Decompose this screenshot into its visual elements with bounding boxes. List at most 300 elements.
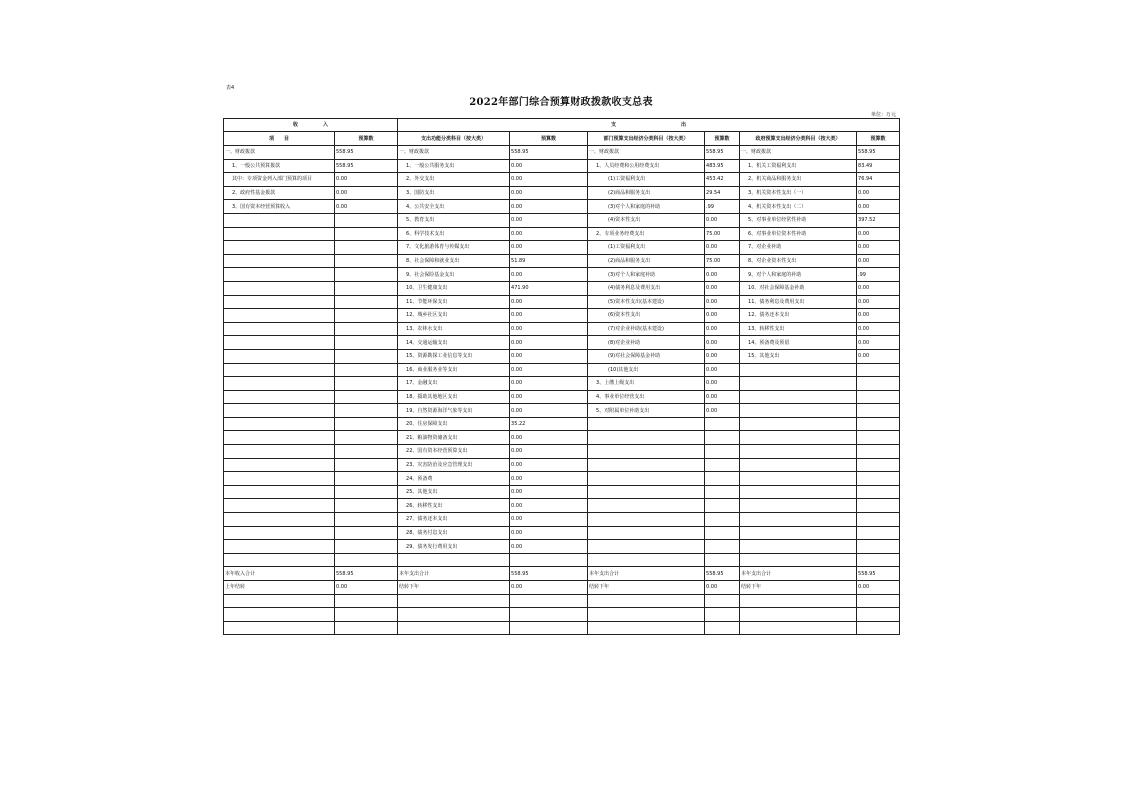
cell-function-amount: 558.95 bbox=[510, 146, 588, 160]
cell-income-item bbox=[224, 431, 335, 445]
cell-income-amount bbox=[335, 295, 398, 309]
cell-dept-econ-category bbox=[588, 540, 705, 554]
cell-gov-econ-category: 1、机关工资福利支出 bbox=[740, 159, 857, 173]
cell-function-amount: 0.00 bbox=[510, 336, 588, 350]
table-row bbox=[224, 540, 900, 554]
cell-income-item bbox=[224, 404, 335, 418]
cell-income-item bbox=[224, 472, 335, 486]
cell-gov-econ-amount bbox=[857, 363, 900, 377]
cell-gov-econ-amount bbox=[857, 499, 900, 513]
cell-function-category: 25、其他支出 bbox=[398, 485, 510, 499]
cell-gov-econ-category: 9、对个人和家庭的补助 bbox=[740, 268, 857, 282]
cell-function-amount: 0.00 bbox=[510, 390, 588, 404]
cell-gov-econ-amount bbox=[857, 472, 900, 486]
cell-function-category bbox=[398, 594, 510, 608]
cell-function-amount: 51.89 bbox=[510, 254, 588, 268]
cell-dept-econ-category: (1)工资福利支出 bbox=[588, 173, 705, 187]
cell-gov-econ-amount bbox=[857, 445, 900, 459]
cell-gov-econ-category: 7、对企业补助 bbox=[740, 241, 857, 255]
cell-function-category: 15、资源勘探工业信息等支出 bbox=[398, 349, 510, 363]
cell-gov-econ-amount: 0.00 bbox=[857, 295, 900, 309]
unit-label: 单位：万元 bbox=[870, 112, 896, 118]
cell-income-item bbox=[224, 390, 335, 404]
table-row bbox=[224, 363, 900, 377]
cell-income-item: 一、财政拨款 bbox=[224, 146, 335, 160]
cell-income-amount bbox=[335, 322, 398, 336]
cell-function-category: 一、财政拨款 bbox=[398, 146, 510, 160]
cell-dept-econ-category: (8)对企业补助 bbox=[588, 336, 705, 350]
cell-dept-econ-amount bbox=[705, 431, 740, 445]
cell-gov-econ-category: 4、机关资本性支出（二） bbox=[740, 200, 857, 214]
cell-gov-econ-amount: 558.95 bbox=[857, 146, 900, 160]
cell-dept-econ-amount bbox=[705, 621, 740, 635]
cell-income-amount: 0.00 bbox=[335, 173, 398, 187]
cell-function-amount: 0.00 bbox=[510, 404, 588, 418]
cell-gov-econ-category: 结转下年 bbox=[740, 581, 857, 595]
cell-income-item bbox=[224, 281, 335, 295]
cell-gov-econ-amount: 0.00 bbox=[857, 309, 900, 323]
cell-function-amount: 0.00 bbox=[510, 322, 588, 336]
cell-dept-econ-category bbox=[588, 499, 705, 513]
cell-function-amount: 0.00 bbox=[510, 431, 588, 445]
cell-income-item bbox=[224, 227, 335, 241]
cell-dept-econ-category: 结转下年 bbox=[588, 581, 705, 595]
cell-gov-econ-category bbox=[740, 431, 857, 445]
cell-function-amount: 0.00 bbox=[510, 499, 588, 513]
table-row bbox=[224, 322, 900, 336]
cell-function-amount: 0.00 bbox=[510, 485, 588, 499]
cell-dept-econ-amount: 0.00 bbox=[705, 295, 740, 309]
cell-income-amount bbox=[335, 349, 398, 363]
page-title: 2022年部门综合预算财政拨款收支总表 bbox=[469, 97, 653, 108]
cell-income-amount bbox=[335, 513, 398, 527]
cell-income-amount bbox=[335, 540, 398, 554]
cell-income-amount bbox=[335, 281, 398, 295]
table-row bbox=[224, 485, 900, 499]
cell-income-item: 3、国有资本经营预算收入 bbox=[224, 200, 335, 214]
cell-function-amount: 0.00 bbox=[510, 349, 588, 363]
cell-function-amount: 0.00 bbox=[510, 295, 588, 309]
cell-income-amount bbox=[335, 227, 398, 241]
cell-dept-econ-amount: 558.95 bbox=[705, 567, 740, 581]
cell-dept-econ-category bbox=[588, 594, 705, 608]
col-header-dept-econ-amount: 预算数 bbox=[705, 132, 740, 146]
cell-gov-econ-category bbox=[740, 485, 857, 499]
cell-income-item bbox=[224, 513, 335, 527]
cell-income-amount: 0.00 bbox=[335, 200, 398, 214]
cell-income-amount bbox=[335, 608, 398, 622]
cell-income-item bbox=[224, 485, 335, 499]
cell-gov-econ-amount: 0.00 bbox=[857, 254, 900, 268]
cell-gov-econ-amount bbox=[857, 526, 900, 540]
cell-dept-econ-amount: 0.00 bbox=[705, 404, 740, 418]
cell-gov-econ-amount bbox=[857, 553, 900, 567]
cell-function-amount: 0.00 bbox=[510, 159, 588, 173]
cell-dept-econ-category: (3)对个人和家庭的补助 bbox=[588, 200, 705, 214]
table-row bbox=[224, 281, 900, 295]
cell-dept-econ-category: 4、事业单位经营支出 bbox=[588, 390, 705, 404]
table-row bbox=[224, 336, 900, 350]
cell-function-amount: 0.00 bbox=[510, 200, 588, 214]
cell-income-amount bbox=[335, 485, 398, 499]
cell-income-item bbox=[224, 254, 335, 268]
cell-function-category: 11、节能环保支出 bbox=[398, 295, 510, 309]
cell-gov-econ-category: 8、对企业资本性支出 bbox=[740, 254, 857, 268]
cell-function-amount bbox=[510, 594, 588, 608]
cell-income-item bbox=[224, 445, 335, 459]
cell-dept-econ-amount: 0.00 bbox=[705, 377, 740, 391]
cell-income-amount bbox=[335, 254, 398, 268]
cell-gov-econ-category: 13、转移性支出 bbox=[740, 322, 857, 336]
cell-income-amount bbox=[335, 377, 398, 391]
cell-dept-econ-amount bbox=[705, 499, 740, 513]
cell-dept-econ-category bbox=[588, 553, 705, 567]
cell-dept-econ-category bbox=[588, 445, 705, 459]
col-header-gov-econ-amount: 预算数 bbox=[857, 132, 900, 146]
table-row bbox=[224, 200, 900, 214]
table-row bbox=[224, 417, 900, 431]
cell-income-amount bbox=[335, 499, 398, 513]
cell-gov-econ-amount: 0.00 bbox=[857, 186, 900, 200]
cell-dept-econ-amount: 0.00 bbox=[705, 322, 740, 336]
cell-function-amount: 0.00 bbox=[510, 186, 588, 200]
cell-gov-econ-category: 15、其他支出 bbox=[740, 349, 857, 363]
cell-gov-econ-category bbox=[740, 526, 857, 540]
cell-gov-econ-category bbox=[740, 499, 857, 513]
cell-dept-econ-category bbox=[588, 608, 705, 622]
cell-income-item bbox=[224, 417, 335, 431]
cell-income-amount bbox=[335, 363, 398, 377]
col-header-income-amount: 预算数 bbox=[335, 132, 398, 146]
cell-function-amount: 471.90 bbox=[510, 281, 588, 295]
cell-dept-econ-amount bbox=[705, 417, 740, 431]
cell-income-item bbox=[224, 540, 335, 554]
cell-gov-econ-category: 6、对事业单位资本性补助 bbox=[740, 227, 857, 241]
cell-gov-econ-amount: 0.00 bbox=[857, 349, 900, 363]
cell-income-amount: 0.00 bbox=[335, 581, 398, 595]
cell-function-category: 1、一般公共服务支出 bbox=[398, 159, 510, 173]
table-row bbox=[224, 431, 900, 445]
cell-function-amount: 0.00 bbox=[510, 173, 588, 187]
cell-function-category: 12、城乡社区支出 bbox=[398, 309, 510, 323]
cell-function-amount bbox=[510, 553, 588, 567]
cell-function-amount bbox=[510, 621, 588, 635]
cell-dept-econ-category bbox=[588, 485, 705, 499]
cell-dept-econ-category: (5)资本性支出(基本建设) bbox=[588, 295, 705, 309]
table-number-label: 表4 bbox=[226, 85, 235, 91]
cell-income-item bbox=[224, 458, 335, 472]
cell-gov-econ-category bbox=[740, 458, 857, 472]
table-row bbox=[224, 146, 900, 160]
cell-dept-econ-amount bbox=[705, 472, 740, 486]
cell-gov-econ-category: 11、债务利息及费用支出 bbox=[740, 295, 857, 309]
cell-income-item bbox=[224, 553, 335, 567]
cell-gov-econ-amount: 397.52 bbox=[857, 213, 900, 227]
table-row bbox=[224, 377, 900, 391]
cell-dept-econ-category bbox=[588, 472, 705, 486]
table-row bbox=[224, 499, 900, 513]
cell-gov-econ-amount: .99 bbox=[857, 268, 900, 282]
cell-income-item bbox=[224, 349, 335, 363]
cell-gov-econ-amount: 83.49 bbox=[857, 159, 900, 173]
cell-dept-econ-amount: 0.00 bbox=[705, 309, 740, 323]
col-header-function-category: 支出功能分类科目（按大类） bbox=[398, 132, 510, 146]
cell-income-item bbox=[224, 608, 335, 622]
cell-dept-econ-category: 一、财政拨款 bbox=[588, 146, 705, 160]
cell-income-amount: 558.95 bbox=[335, 159, 398, 173]
table-row bbox=[224, 458, 900, 472]
cell-gov-econ-amount: 76.94 bbox=[857, 173, 900, 187]
cell-gov-econ-category: 本年支出合计 bbox=[740, 567, 857, 581]
cell-gov-econ-amount: 0.00 bbox=[857, 336, 900, 350]
cell-gov-econ-category bbox=[740, 540, 857, 554]
cell-gov-econ-amount bbox=[857, 377, 900, 391]
cell-function-category: 17、金融支出 bbox=[398, 377, 510, 391]
cell-dept-econ-category: 2、专项业务经费支出 bbox=[588, 227, 705, 241]
cell-dept-econ-category: (2)商品和服务支出 bbox=[588, 186, 705, 200]
col-header-dept-econ-category: 部门预算支出经济分类科目（按大类） bbox=[588, 132, 705, 146]
cell-income-amount bbox=[335, 526, 398, 540]
cell-function-category: 8、社会保障和就业支出 bbox=[398, 254, 510, 268]
table-row bbox=[224, 553, 900, 567]
cell-dept-econ-amount: .99 bbox=[705, 200, 740, 214]
cell-gov-econ-category bbox=[740, 404, 857, 418]
cell-function-amount: 0.00 bbox=[510, 213, 588, 227]
table-row bbox=[224, 268, 900, 282]
table-row bbox=[224, 567, 900, 581]
table-row bbox=[224, 309, 900, 323]
table-row bbox=[224, 594, 900, 608]
cell-dept-econ-amount: 0.00 bbox=[705, 213, 740, 227]
cell-function-category: 28、债务付息支出 bbox=[398, 526, 510, 540]
cell-function-category: 10、卫生健康支出 bbox=[398, 281, 510, 295]
table-body bbox=[224, 146, 900, 635]
table-row bbox=[224, 445, 900, 459]
cell-dept-econ-amount: 0.00 bbox=[705, 241, 740, 255]
cell-function-category: 3、国防支出 bbox=[398, 186, 510, 200]
table-row bbox=[224, 390, 900, 404]
table-row bbox=[224, 186, 900, 200]
cell-gov-econ-category: 5、对事业单位经常性补助 bbox=[740, 213, 857, 227]
cell-function-category: 16、商业服务业等支出 bbox=[398, 363, 510, 377]
cell-function-category bbox=[398, 553, 510, 567]
cell-dept-econ-category: 5、对附属单位补助支出 bbox=[588, 404, 705, 418]
cell-dept-econ-amount bbox=[705, 540, 740, 554]
cell-gov-econ-amount bbox=[857, 608, 900, 622]
table-row bbox=[224, 404, 900, 418]
cell-gov-econ-amount: 0.00 bbox=[857, 227, 900, 241]
cell-function-category: 本年支出合计 bbox=[398, 567, 510, 581]
cell-function-category: 2、外交支出 bbox=[398, 173, 510, 187]
cell-gov-econ-amount bbox=[857, 485, 900, 499]
cell-gov-econ-category: 3、机关资本性支出（一） bbox=[740, 186, 857, 200]
cell-function-amount bbox=[510, 608, 588, 622]
cell-dept-econ-amount bbox=[705, 445, 740, 459]
table-row bbox=[224, 581, 900, 595]
cell-gov-econ-amount bbox=[857, 594, 900, 608]
cell-gov-econ-amount bbox=[857, 431, 900, 445]
cell-gov-econ-amount: 0.00 bbox=[857, 322, 900, 336]
cell-function-amount: 0.00 bbox=[510, 445, 588, 459]
cell-income-item bbox=[224, 295, 335, 309]
cell-function-amount: 0.00 bbox=[510, 526, 588, 540]
cell-dept-econ-category: (9)对社会保障基金补助 bbox=[588, 349, 705, 363]
cell-income-amount bbox=[335, 594, 398, 608]
group-header-row bbox=[224, 119, 900, 132]
cell-gov-econ-category: 2、机关商品和服务支出 bbox=[740, 173, 857, 187]
cell-income-amount bbox=[335, 621, 398, 635]
cell-dept-econ-amount: 0.00 bbox=[705, 349, 740, 363]
cell-function-amount: 0.00 bbox=[510, 540, 588, 554]
cell-dept-econ-amount: 483.95 bbox=[705, 159, 740, 173]
cell-gov-econ-amount: 0.00 bbox=[857, 581, 900, 595]
table-row bbox=[224, 254, 900, 268]
cell-dept-econ-amount: 558.95 bbox=[705, 146, 740, 160]
cell-function-category: 14、交通运输支出 bbox=[398, 336, 510, 350]
cell-dept-econ-category bbox=[588, 431, 705, 445]
cell-function-amount: 0.00 bbox=[510, 309, 588, 323]
cell-income-item: 其中：专项资金列入部门预算的项目 bbox=[224, 173, 335, 187]
cell-dept-econ-amount: 0.00 bbox=[705, 363, 740, 377]
expense-group-header: 支 出 bbox=[398, 119, 900, 132]
cell-income-amount bbox=[335, 309, 398, 323]
cell-gov-econ-amount: 0.00 bbox=[857, 241, 900, 255]
cell-gov-econ-amount bbox=[857, 621, 900, 635]
income-group-header: 收 入 bbox=[224, 119, 398, 132]
cell-income-item: 1、一般公共预算拨款 bbox=[224, 159, 335, 173]
cell-function-category: 结转下年 bbox=[398, 581, 510, 595]
col-header-gov-econ-category: 政府预算支出经济分类科目（按大类） bbox=[740, 132, 857, 146]
cell-gov-econ-category bbox=[740, 594, 857, 608]
table-row bbox=[224, 513, 900, 527]
cell-gov-econ-category bbox=[740, 472, 857, 486]
cell-dept-econ-amount bbox=[705, 526, 740, 540]
cell-gov-econ-amount: 0.00 bbox=[857, 281, 900, 295]
cell-dept-econ-amount: 29.54 bbox=[705, 186, 740, 200]
cell-function-amount: 0.00 bbox=[510, 581, 588, 595]
cell-income-amount bbox=[335, 458, 398, 472]
cell-function-category: 13、农林水支出 bbox=[398, 322, 510, 336]
cell-dept-econ-category: (4)资本性支出 bbox=[588, 213, 705, 227]
cell-function-category: 5、教育支出 bbox=[398, 213, 510, 227]
cell-function-category: 19、自然资源海洋气象等支出 bbox=[398, 404, 510, 418]
cell-gov-econ-amount bbox=[857, 513, 900, 527]
cell-income-item bbox=[224, 322, 335, 336]
cell-function-amount: 0.00 bbox=[510, 377, 588, 391]
cell-income-amount: 0.00 bbox=[335, 186, 398, 200]
cell-function-amount: 0.00 bbox=[510, 472, 588, 486]
cell-income-amount bbox=[335, 390, 398, 404]
cell-income-amount bbox=[335, 431, 398, 445]
cell-gov-econ-category bbox=[740, 608, 857, 622]
cell-function-category: 6、科学技术支出 bbox=[398, 227, 510, 241]
cell-gov-econ-amount bbox=[857, 390, 900, 404]
cell-dept-econ-category bbox=[588, 458, 705, 472]
cell-dept-econ-category bbox=[588, 513, 705, 527]
cell-function-category: 27、债务还本支出 bbox=[398, 513, 510, 527]
cell-income-item bbox=[224, 213, 335, 227]
cell-income-item bbox=[224, 241, 335, 255]
cell-dept-econ-amount: 453.42 bbox=[705, 173, 740, 187]
cell-income-item bbox=[224, 594, 335, 608]
col-header-income-item: 项 目 bbox=[224, 132, 335, 146]
cell-gov-econ-category: 10、对社会保障基金补助 bbox=[740, 281, 857, 295]
cell-function-category: 24、预备费 bbox=[398, 472, 510, 486]
table-row bbox=[224, 472, 900, 486]
cell-income-item bbox=[224, 336, 335, 350]
cell-dept-econ-category: 本年支出合计 bbox=[588, 567, 705, 581]
cell-income-amount bbox=[335, 404, 398, 418]
column-header-row bbox=[224, 132, 900, 146]
cell-function-category: 9、社会保险基金支出 bbox=[398, 268, 510, 282]
cell-function-category: 23、灾害防治及应急管理支出 bbox=[398, 458, 510, 472]
cell-dept-econ-amount: 75.00 bbox=[705, 227, 740, 241]
cell-gov-econ-amount bbox=[857, 417, 900, 431]
cell-function-amount: 0.00 bbox=[510, 227, 588, 241]
budget-summary-table bbox=[223, 118, 900, 635]
table-row bbox=[224, 608, 900, 622]
cell-dept-econ-amount bbox=[705, 594, 740, 608]
cell-income-amount: 558.95 bbox=[335, 567, 398, 581]
cell-dept-econ-category bbox=[588, 526, 705, 540]
cell-dept-econ-category: (2)商品和服务支出 bbox=[588, 254, 705, 268]
cell-function-amount: 0.00 bbox=[510, 241, 588, 255]
cell-gov-econ-amount bbox=[857, 458, 900, 472]
cell-income-amount bbox=[335, 553, 398, 567]
cell-gov-econ-category bbox=[740, 621, 857, 635]
table-row bbox=[224, 241, 900, 255]
cell-income-item bbox=[224, 377, 335, 391]
cell-income-item bbox=[224, 526, 335, 540]
cell-income-item bbox=[224, 363, 335, 377]
cell-gov-econ-category bbox=[740, 417, 857, 431]
table-row bbox=[224, 349, 900, 363]
cell-function-amount: 0.00 bbox=[510, 458, 588, 472]
cell-gov-econ-category bbox=[740, 363, 857, 377]
cell-gov-econ-category: 一、财政拨款 bbox=[740, 146, 857, 160]
cell-income-item bbox=[224, 499, 335, 513]
cell-income-amount bbox=[335, 445, 398, 459]
cell-gov-econ-amount: 558.95 bbox=[857, 567, 900, 581]
cell-dept-econ-amount: 0.00 bbox=[705, 281, 740, 295]
table-row bbox=[224, 621, 900, 635]
cell-dept-econ-category: (7)对企业补助(基本建设) bbox=[588, 322, 705, 336]
cell-function-amount: 0.00 bbox=[510, 268, 588, 282]
cell-dept-econ-amount: 0.00 bbox=[705, 336, 740, 350]
cell-income-item: 本年收入合计 bbox=[224, 567, 335, 581]
cell-function-category: 20、住房保障支出 bbox=[398, 417, 510, 431]
cell-gov-econ-category: 12、债务还本支出 bbox=[740, 309, 857, 323]
table-row bbox=[224, 173, 900, 187]
cell-income-amount: 558.95 bbox=[335, 146, 398, 160]
cell-income-amount bbox=[335, 213, 398, 227]
cell-income-amount bbox=[335, 417, 398, 431]
cell-dept-econ-category: (1)工资福利支出 bbox=[588, 241, 705, 255]
cell-function-amount: 0.00 bbox=[510, 513, 588, 527]
cell-dept-econ-category bbox=[588, 417, 705, 431]
cell-income-amount bbox=[335, 268, 398, 282]
cell-function-amount: 558.95 bbox=[510, 567, 588, 581]
cell-gov-econ-category bbox=[740, 513, 857, 527]
cell-income-item bbox=[224, 309, 335, 323]
cell-dept-econ-category: (10)其他支出 bbox=[588, 363, 705, 377]
cell-dept-econ-category: 1、人员经费和公用经费支出 bbox=[588, 159, 705, 173]
cell-dept-econ-amount: 0.00 bbox=[705, 268, 740, 282]
cell-income-item: 2、政府性基金拨款 bbox=[224, 186, 335, 200]
cell-dept-econ-amount bbox=[705, 513, 740, 527]
table-row bbox=[224, 227, 900, 241]
cell-dept-econ-amount bbox=[705, 553, 740, 567]
